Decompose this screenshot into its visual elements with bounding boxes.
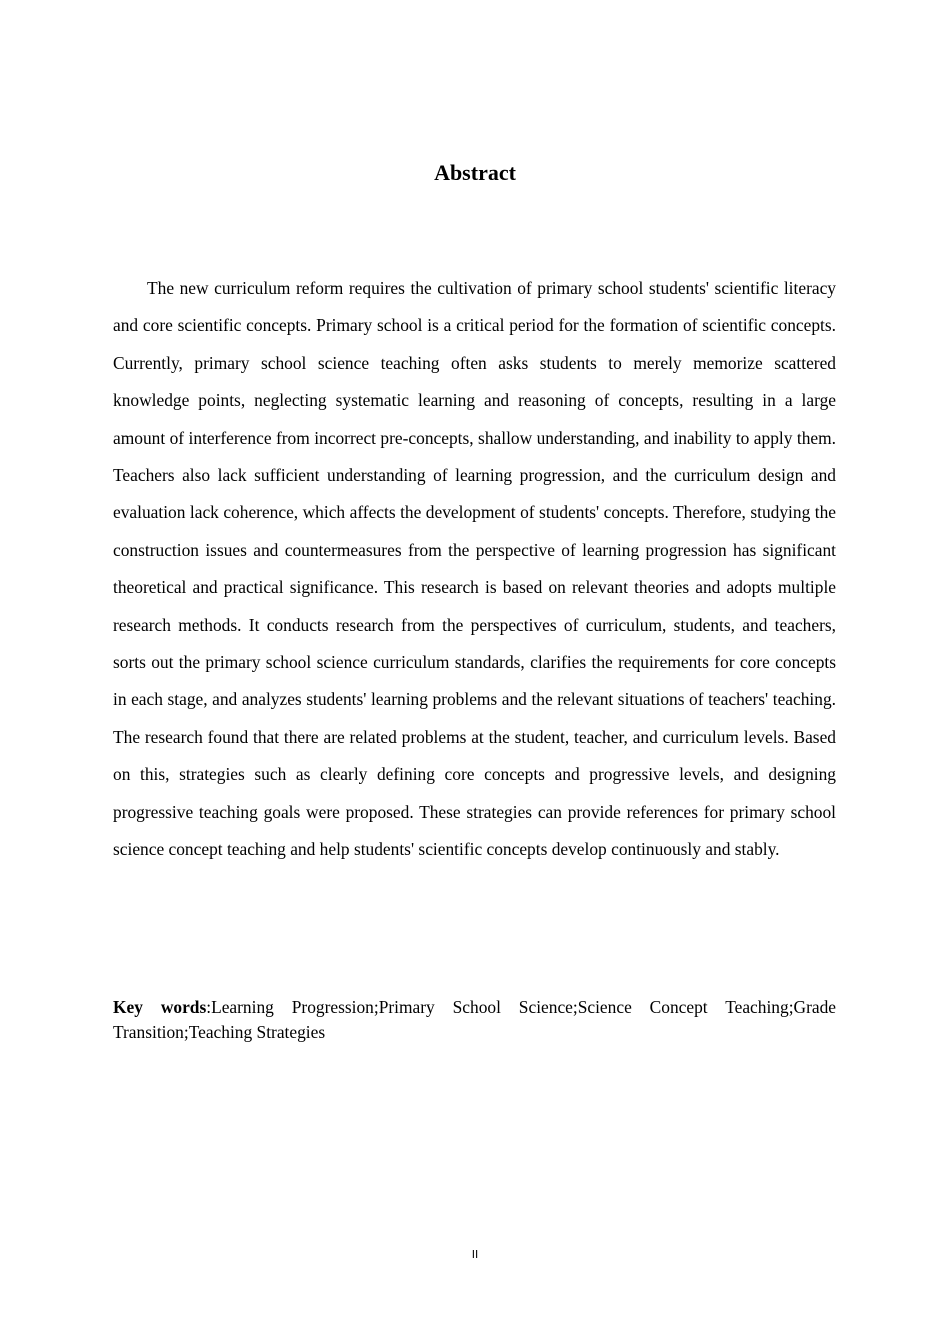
keywords-text: :Learning Progression;Primary School Science;Science Concept Teaching;Grade Transition;Teaching Strategies: [113, 997, 837, 1042]
abstract-body: The new curriculum reform requires the cultivation of primary school students' scientific literacy and core scientific concepts. Primary school is a critical period for the formation of scientific concepts. Currently, primary school science teaching often asks students to merely memorize scattered knowledge points, neglecting systematic learning and reasoning of concepts, resulting in a large amount of interference from incorrect pre-concepts, shallow understanding, and inability to apply them. Teachers also lack sufficient understanding of learning progression, and the curriculum design and evaluation lack coherence, which affects the development of students' concepts. Therefore, studying the construction issues and countermeasures from the perspective of learning progression has significant theoretical and practical significance. This research is based on relevant theories and adopts multiple research methods. It conducts research from the perspectives of curriculum, students, and teachers, sorts out the primary school science curriculum standards, clarifies the requirements for core concepts in each stage, and analyzes students' learning problems and the relevant situations of teachers' teaching. The research found that there are related problems at the student, teacher, and curriculum levels. Based on this, strategies such as clearly defining core concepts and progressive levels, and designing progressive teaching goals were proposed. These strategies can provide references for primary school science concept teaching and help students' scientific concepts develop continuously and stably.: [113, 278, 836, 860]
abstract-title: Abstract: [434, 160, 516, 185]
page-number: II: [471, 1248, 479, 1261]
keywords-label: Key words: [113, 997, 207, 1017]
keywords-paragraph: [113, 995, 836, 1045]
